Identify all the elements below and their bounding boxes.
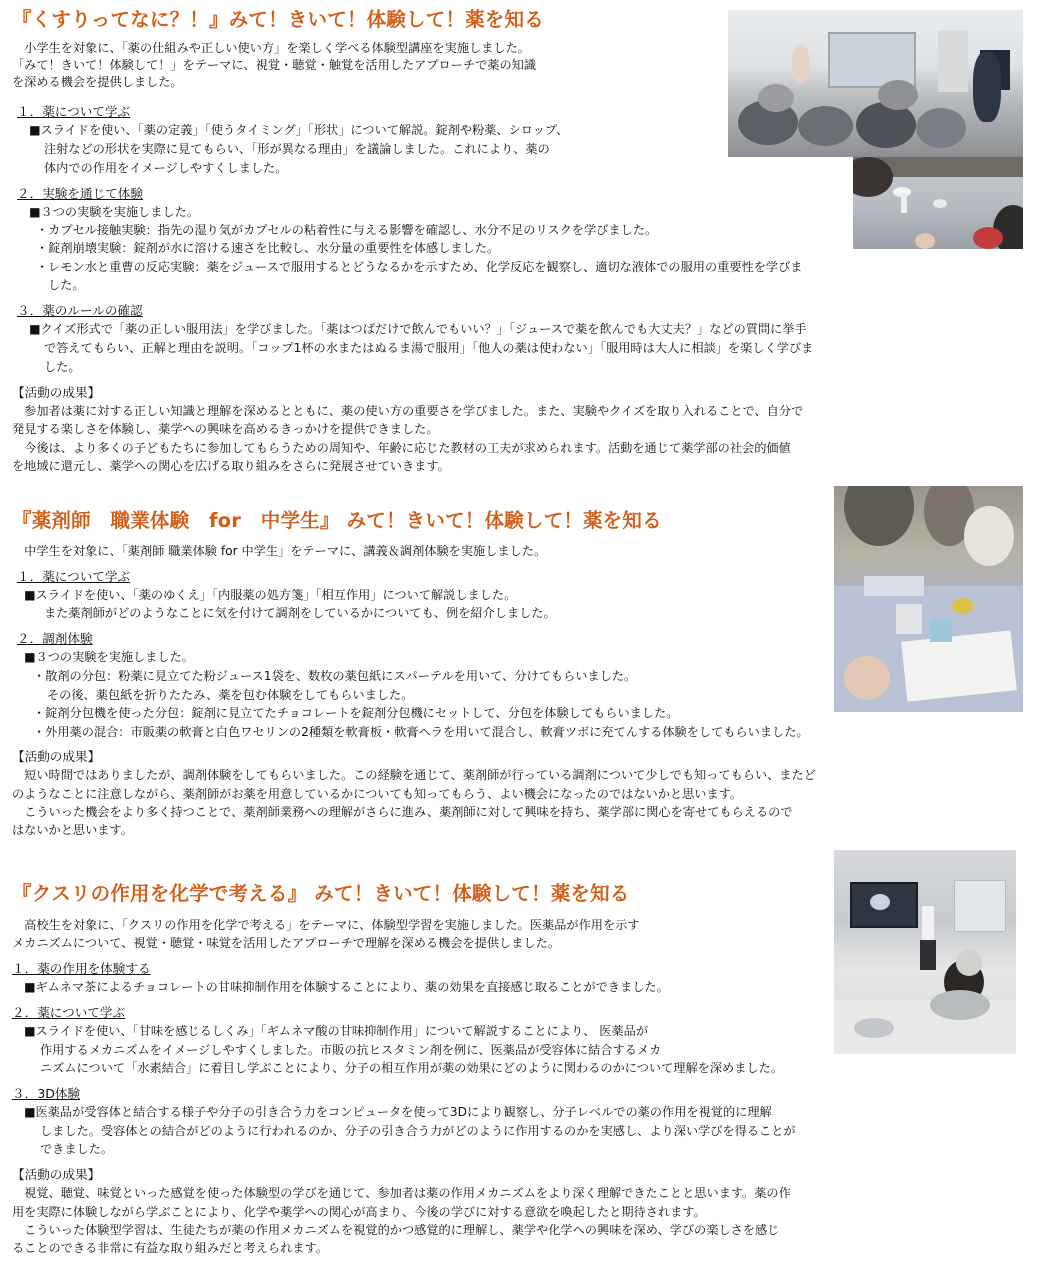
section2-h2-lead: ■３つの実験を実施しました。: [24, 650, 194, 664]
section1-h3-line-1: ■クイズ形式で「薬の正しい服用法」を学びました。「薬はつばだけで飲んでもいい？」「ジュースで薬を飲んでも大丈夫？」などの質問に挙手: [29, 322, 807, 336]
section1-result-heading: 【活動の成果】: [12, 385, 101, 400]
section2-intro: 中学生を対象に、「薬剤師 職業体験 for 中学生」をテーマに、講義＆調剤体験を実施しました。: [12, 544, 547, 558]
section1-result-line-3: 今後は、より多くの子どもたちに参加してもらうための周知や、年齢に応じた教材の工夫が求められます。活動を通じて薬学部の社会的価値: [12, 441, 791, 455]
lecture-3d-photo: [834, 850, 1016, 1054]
section3-h2-line-2: 作用するメカニズムをイメージしやすくしました。市販の抗ヒスタミン剤を例に、医薬品が受容体に結合するメカ: [40, 1043, 662, 1057]
section2-h1-line-1: ■スライドを使い、「薬のゆくえ」「内服薬の処方箋」「相互作用」について解説しました。: [24, 588, 517, 602]
section3-h1-line-1: ■ギムネマ茶によるチョコレートの甘味抑制作用を体験することにより、薬の効果を直接感じ取ることができました。: [24, 980, 669, 994]
section2-h1-line-2: また薬剤師がどのようなことに気を付けて調剤をしているかについても、例を紹介しました。: [44, 606, 556, 620]
section3-intro-1: 高校生を対象に、「クスリの作用を化学で考える」をテーマに、体験型学習を実施しました。医薬品が作用を示す: [12, 918, 640, 932]
section2-result-line-2: のようなことに注意しながら、薬剤師がお薬を用意しているかについても知ってもらう、よい機会になったのではないかと思います。: [12, 787, 743, 801]
section1-intro-3: を深める機会を提供しました。: [12, 75, 183, 89]
section3-intro-2: メカニズムについて、視覚・聴覚・味覚を活用したアプローチで理解を深める機会を提供しました。: [12, 936, 560, 950]
section1-h1-line-2: 注射などの形状を実際に見てもらい、「形が異なる理由」を議論しました。これにより、薬の: [44, 142, 550, 156]
section1-h2-item-2: ・錠剤崩壊実験：錠剤が水に溶ける速さを比較し、水分量の重要性を体感しました。: [36, 241, 500, 255]
section3-h3-line-1: ■医薬品が受容体と結合する様子や分子の引き合う力をコンピュータを使って3Dにより観察し、分子レベルでの薬の作用を視覚的に理解: [24, 1105, 772, 1119]
section1-h2-lead: ■３つの実験を実施しました。: [29, 205, 199, 219]
section3-title: 『クスリの作用を化学で考える』 みて！きいて！体験して！薬を知る: [12, 882, 630, 905]
section1-intro-1: 小学生を対象に、「薬の仕組みや正しい使い方」を楽しく学べる体験型講座を実施しました。: [12, 41, 530, 55]
section3-result-heading: 【活動の成果】: [12, 1167, 101, 1182]
section2-heading-2: ２．調剤体験: [17, 631, 93, 646]
section1-h2-item-4: した。: [48, 278, 85, 292]
section2-h2-item-1: ・散剤の分包：粉薬に見立てた粉ジュース1袋を、数枚の薬包紙にスパーテルを用いて、分けてもらいました。: [33, 669, 637, 683]
section1-heading-1: １．薬について学ぶ: [17, 104, 131, 119]
section1-h1-line-3: 体内での作用をイメージしやすくしました。: [44, 161, 288, 175]
section3-result-line-1: 視覚、聴覚、味覚といった感覚を使った体験型の学びを通じて、参加者は薬の作用メカニズムをより深く理解できたことと思います。薬の作: [12, 1186, 791, 1200]
section1-result-line-1: 参加者は薬に対する正しい知識と理解を深めるとともに、薬の使い方の重要さを学びました。また、実験やクイズを取り入れることで、自分で: [12, 404, 804, 418]
section3-heading-1: １．薬の作用を体験する: [12, 961, 151, 976]
section2-title: 『薬剤師 職業体験 for 中学生』 みて！きいて！体験して！薬を知る: [12, 509, 662, 532]
section3-heading-3: ３．3D体験: [12, 1086, 81, 1101]
section3-h2-line-3: ニズムについて「水素結合」に着目し学ぶことにより、分子の相互作用が薬の効果にどのように関わるのかについて理解を深めました。: [40, 1061, 783, 1075]
section3-result-line-4: ることのできる非常に有益な取り組みだと考えられます。: [12, 1241, 328, 1255]
section2-heading-1: １．薬について学ぶ: [17, 569, 131, 584]
section1-h3-line-3: した。: [44, 360, 81, 374]
section2-result-line-4: はないかと思います。: [12, 823, 133, 837]
section2-h2-item-3: ・錠剤分包機を使った分包：錠剤に見立てたチョコレートを錠剤分包機にセットして、分包を体験してもらいました。: [33, 706, 679, 720]
section1-h1-line-1: ■スライドを使い、「薬の定義」「使うタイミング」「形状」について解説。錠剤や粉薬、シロップ、: [29, 123, 569, 137]
section2-h2-item-2: その後、薬包紙を折りたたみ、薬を包む体験をしてもらいました。: [47, 688, 414, 702]
dispensing-photo: [834, 486, 1023, 712]
section3-h3-line-3: できました。: [40, 1142, 114, 1156]
section1-heading-2: ２．実験を通じて体験: [17, 186, 143, 201]
section2-result-heading: 【活動の成果】: [12, 749, 101, 764]
section3-h3-line-2: しました。受容体との結合がどのように行われるのか、分子の引き合う力がどのように作用するのかを実感し、より深い学びを得ることが: [40, 1124, 796, 1138]
classroom-photo: [728, 10, 1023, 157]
section3-result-line-2: 用を実際に体験しながら学ぶことにより、化学や薬学への関心が高まり、今後の学びに対する意欲を喚起したと期待されます。: [12, 1205, 706, 1219]
section3-h2-line-1: ■スライドを使い、「甘味を感じるしくみ」「ギムネマ酸の甘味抑制作用」について解説することにより、 医薬品が: [24, 1024, 649, 1038]
experiment-photo: [853, 157, 1023, 249]
section1-result-line-2: 発見する楽しさを体験し、薬学への興味を高めるきっかけを提供できました。: [12, 422, 439, 436]
section2-result-line-3: こういった機会をより多く持つことで、薬剤師業務への理解がさらに進み、薬剤師に対して興味を持ち、薬学部に関心を寄せてもらえるので: [12, 805, 793, 819]
section1-h3-line-2: で答えてもらい、正解と理由を説明。「コップ1杯の水またはぬるま湯で服用」「他人の薬は使わない」「服用時は大人に相談」を楽しく学びま: [44, 341, 814, 355]
section1-h2-item-3: ・レモン水と重曹の反応実験：薬をジュースで服用するとどうなるかを示すため、化学反応を観察し、適切な液体での服用の重要性を学びま: [36, 260, 803, 274]
section1-heading-3: ３．薬のルールの確認: [17, 303, 143, 318]
section1-title: 『くすりってなに？！』みて！きいて！体験して！薬を知る: [12, 8, 544, 31]
section1-intro-2: 「みて！きいて！体験して！」をテーマに、視覚・聴覚・触覚を活用したアプローチで薬の知識: [12, 58, 537, 72]
section1-result-line-4: を地域に還元し、薬学への関心を広げる取り組みをさらに発展させていきます。: [12, 459, 450, 473]
section3-heading-2: ２．薬について学ぶ: [12, 1005, 126, 1020]
section2-result-line-1: 短い時間ではありましたが、調剤体験をしてもらいました。この経験を通じて、薬剤師が行っている調剤について少しでも知ってもらい、またど: [12, 768, 816, 782]
section3-result-line-3: こういった体験型学習は、生徒たちが薬の作用メカニズムを視覚的かつ感覚的に理解し、薬学や化学への興味を深め、学びの楽しさを感じ: [12, 1223, 780, 1237]
section2-h2-item-4: ・外用薬の混合：市販薬の軟膏と白色ワセリンの2種類を軟膏板・軟膏ヘラを用いて混合し、軟膏ツボに充てんする体験をしてもらいました。: [33, 725, 809, 739]
section1-h2-item-1: ・カプセル接触実験：指先の湿り気がカプセルの粘着性に与える影響を確認し、水分不足のリスクを学びました。: [36, 223, 658, 237]
